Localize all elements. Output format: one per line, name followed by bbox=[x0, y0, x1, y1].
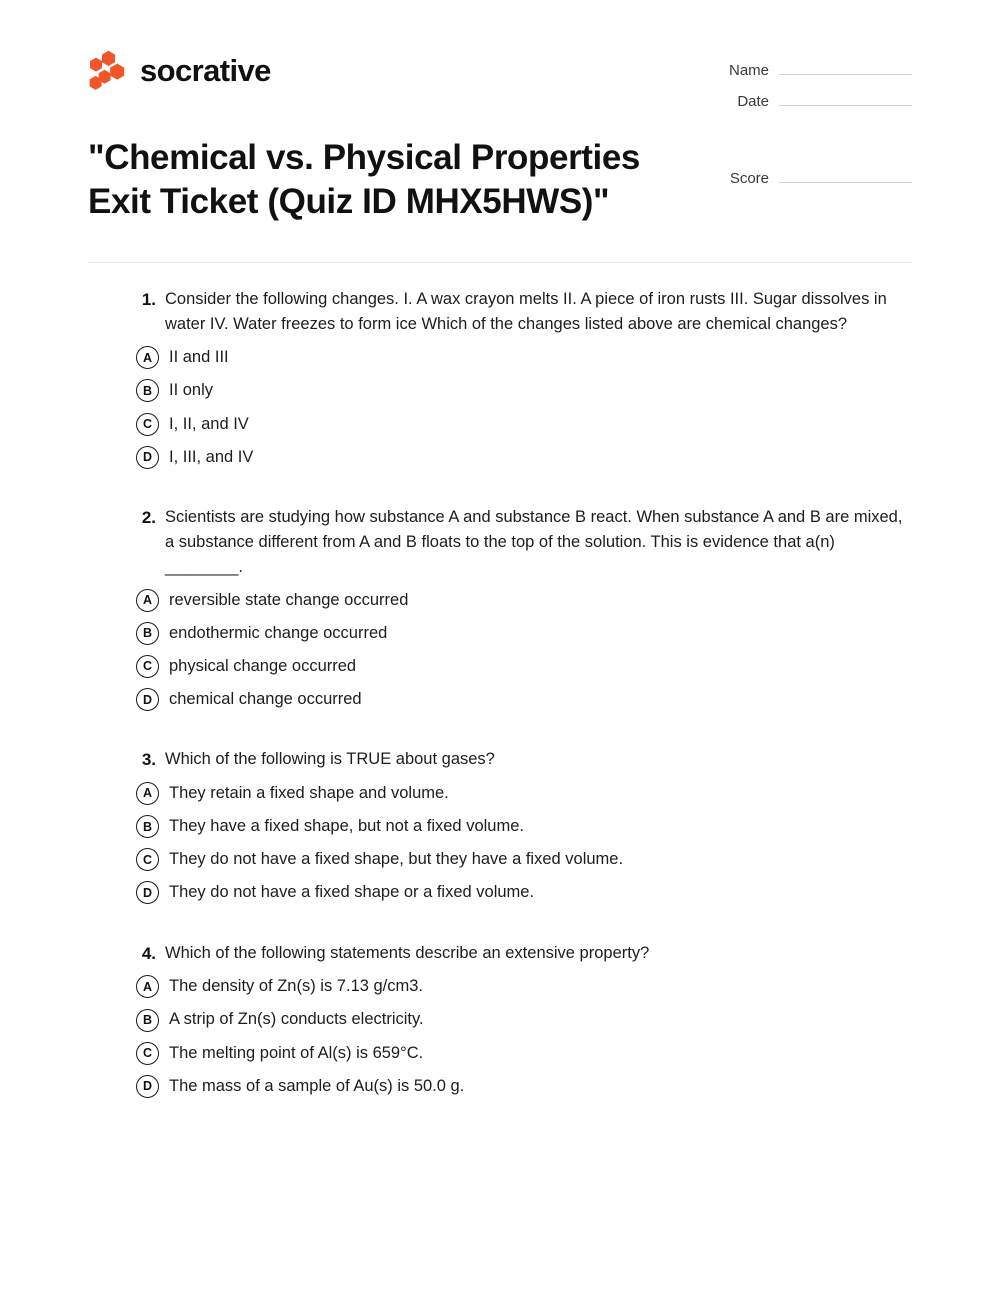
option-bubble-b[interactable]: B bbox=[136, 1009, 159, 1032]
score-field-row bbox=[730, 168, 912, 187]
answer-option[interactable] bbox=[136, 589, 912, 612]
title-area bbox=[88, 136, 912, 224]
option-bubble-a[interactable]: A bbox=[136, 975, 159, 998]
option-label: They do not have a fixed shape, but they have a fixed volume. bbox=[169, 850, 624, 869]
name-field-label: Name bbox=[728, 62, 769, 79]
date-field-label: Date bbox=[737, 93, 769, 110]
option-bubble-d[interactable]: D bbox=[136, 1075, 159, 1098]
question-heading bbox=[136, 505, 912, 580]
page-title: "Chemical vs. Physical Properties Exit Ticket (Quiz ID MHX5HWS)" bbox=[88, 138, 640, 222]
question-number: 1. bbox=[141, 290, 156, 310]
option-bubble-d[interactable]: D bbox=[136, 688, 159, 711]
header-divider bbox=[88, 262, 912, 263]
question-block bbox=[136, 747, 912, 904]
questions-list bbox=[88, 287, 912, 1098]
answer-options bbox=[136, 346, 912, 468]
question-text: Which of the following statements describe an extensive property? bbox=[165, 943, 650, 962]
option-label: They do not have a fixed shape or a fixed volume. bbox=[169, 883, 535, 902]
option-bubble-c[interactable]: C bbox=[136, 655, 159, 678]
answer-option[interactable] bbox=[136, 782, 912, 805]
question-heading bbox=[136, 747, 912, 773]
answer-option[interactable] bbox=[136, 446, 912, 469]
option-bubble-d[interactable]: D bbox=[136, 881, 159, 904]
option-bubble-c[interactable]: C bbox=[136, 413, 159, 436]
socrative-hexagon-logo-icon bbox=[88, 50, 126, 90]
answer-option[interactable] bbox=[136, 379, 912, 402]
answer-option[interactable] bbox=[136, 975, 912, 998]
question-text: Scientists are studying how substance A and substance B react. When substance A and B are mixed, a substance different from A and B floats to the top of the solution. This is evidence that a(n) ________. bbox=[165, 507, 903, 576]
option-label: A strip of Zn(s) conducts electricity. bbox=[169, 1010, 424, 1029]
option-bubble-b[interactable]: B bbox=[136, 379, 159, 402]
option-label: II only bbox=[169, 381, 214, 400]
answer-options bbox=[136, 589, 912, 711]
option-label: I, III, and IV bbox=[169, 447, 254, 466]
question-block bbox=[136, 287, 912, 469]
answer-option[interactable] bbox=[136, 815, 912, 838]
option-bubble-b[interactable]: B bbox=[136, 622, 159, 645]
option-label: chemical change occurred bbox=[169, 690, 362, 709]
question-text: Consider the following changes. I. A wax crayon melts II. A piece of iron rusts III. Sugar dissolves in water IV. Water freezes to form ice Which of the changes listed above are chemical changes? bbox=[165, 290, 887, 334]
option-label: The mass of a sample of Au(s) is 50.0 g. bbox=[169, 1076, 465, 1095]
option-bubble-a[interactable]: A bbox=[136, 589, 159, 612]
brand-logo bbox=[88, 50, 271, 90]
option-bubble-b[interactable]: B bbox=[136, 815, 159, 838]
answer-option[interactable] bbox=[136, 622, 912, 645]
answer-option[interactable] bbox=[136, 688, 912, 711]
option-label: I, II, and IV bbox=[169, 414, 249, 433]
answer-option[interactable] bbox=[136, 1008, 912, 1031]
question-heading bbox=[136, 287, 912, 337]
answer-options bbox=[136, 782, 912, 904]
score-field-input-line[interactable] bbox=[779, 168, 912, 183]
option-label: reversible state change occurred bbox=[169, 590, 409, 609]
student-info-fields bbox=[696, 50, 912, 122]
brand-name: socrative bbox=[140, 52, 271, 88]
question-heading bbox=[136, 941, 912, 967]
question-number: 3. bbox=[141, 750, 156, 770]
score-field-label: Score bbox=[729, 170, 769, 187]
name-field-input-line[interactable] bbox=[779, 60, 912, 75]
name-field-row bbox=[696, 60, 912, 79]
option-bubble-c[interactable]: C bbox=[136, 1042, 159, 1065]
option-label: II and III bbox=[169, 348, 229, 367]
question-number: 4. bbox=[141, 943, 156, 963]
option-bubble-c[interactable]: C bbox=[136, 848, 159, 871]
answer-options bbox=[136, 975, 912, 1097]
answer-option[interactable] bbox=[136, 1042, 912, 1065]
question-text: Which of the following is TRUE about gases? bbox=[165, 750, 495, 769]
question-block bbox=[136, 505, 912, 712]
option-label: The density of Zn(s) is 7.13 g/cm3. bbox=[169, 977, 424, 996]
answer-option[interactable] bbox=[136, 346, 912, 369]
page-header bbox=[88, 0, 912, 122]
option-label: endothermic change occurred bbox=[169, 624, 388, 643]
answer-option[interactable] bbox=[136, 655, 912, 678]
option-bubble-a[interactable]: A bbox=[136, 782, 159, 805]
answer-option[interactable] bbox=[136, 881, 912, 904]
option-label: They have a fixed shape, but not a fixed volume. bbox=[169, 817, 524, 836]
option-label: They retain a fixed shape and volume. bbox=[169, 784, 449, 803]
answer-option[interactable] bbox=[136, 848, 912, 871]
question-block bbox=[136, 941, 912, 1098]
date-field-input-line[interactable] bbox=[779, 91, 912, 106]
question-number: 2. bbox=[141, 507, 156, 527]
answer-option[interactable] bbox=[136, 1075, 912, 1098]
option-bubble-d[interactable]: D bbox=[136, 446, 159, 469]
option-bubble-a[interactable]: A bbox=[136, 346, 159, 369]
answer-option[interactable] bbox=[136, 413, 912, 436]
option-label: physical change occurred bbox=[169, 657, 357, 676]
date-field-row bbox=[696, 91, 912, 110]
option-label: The melting point of Al(s) is 659°C. bbox=[169, 1043, 424, 1062]
